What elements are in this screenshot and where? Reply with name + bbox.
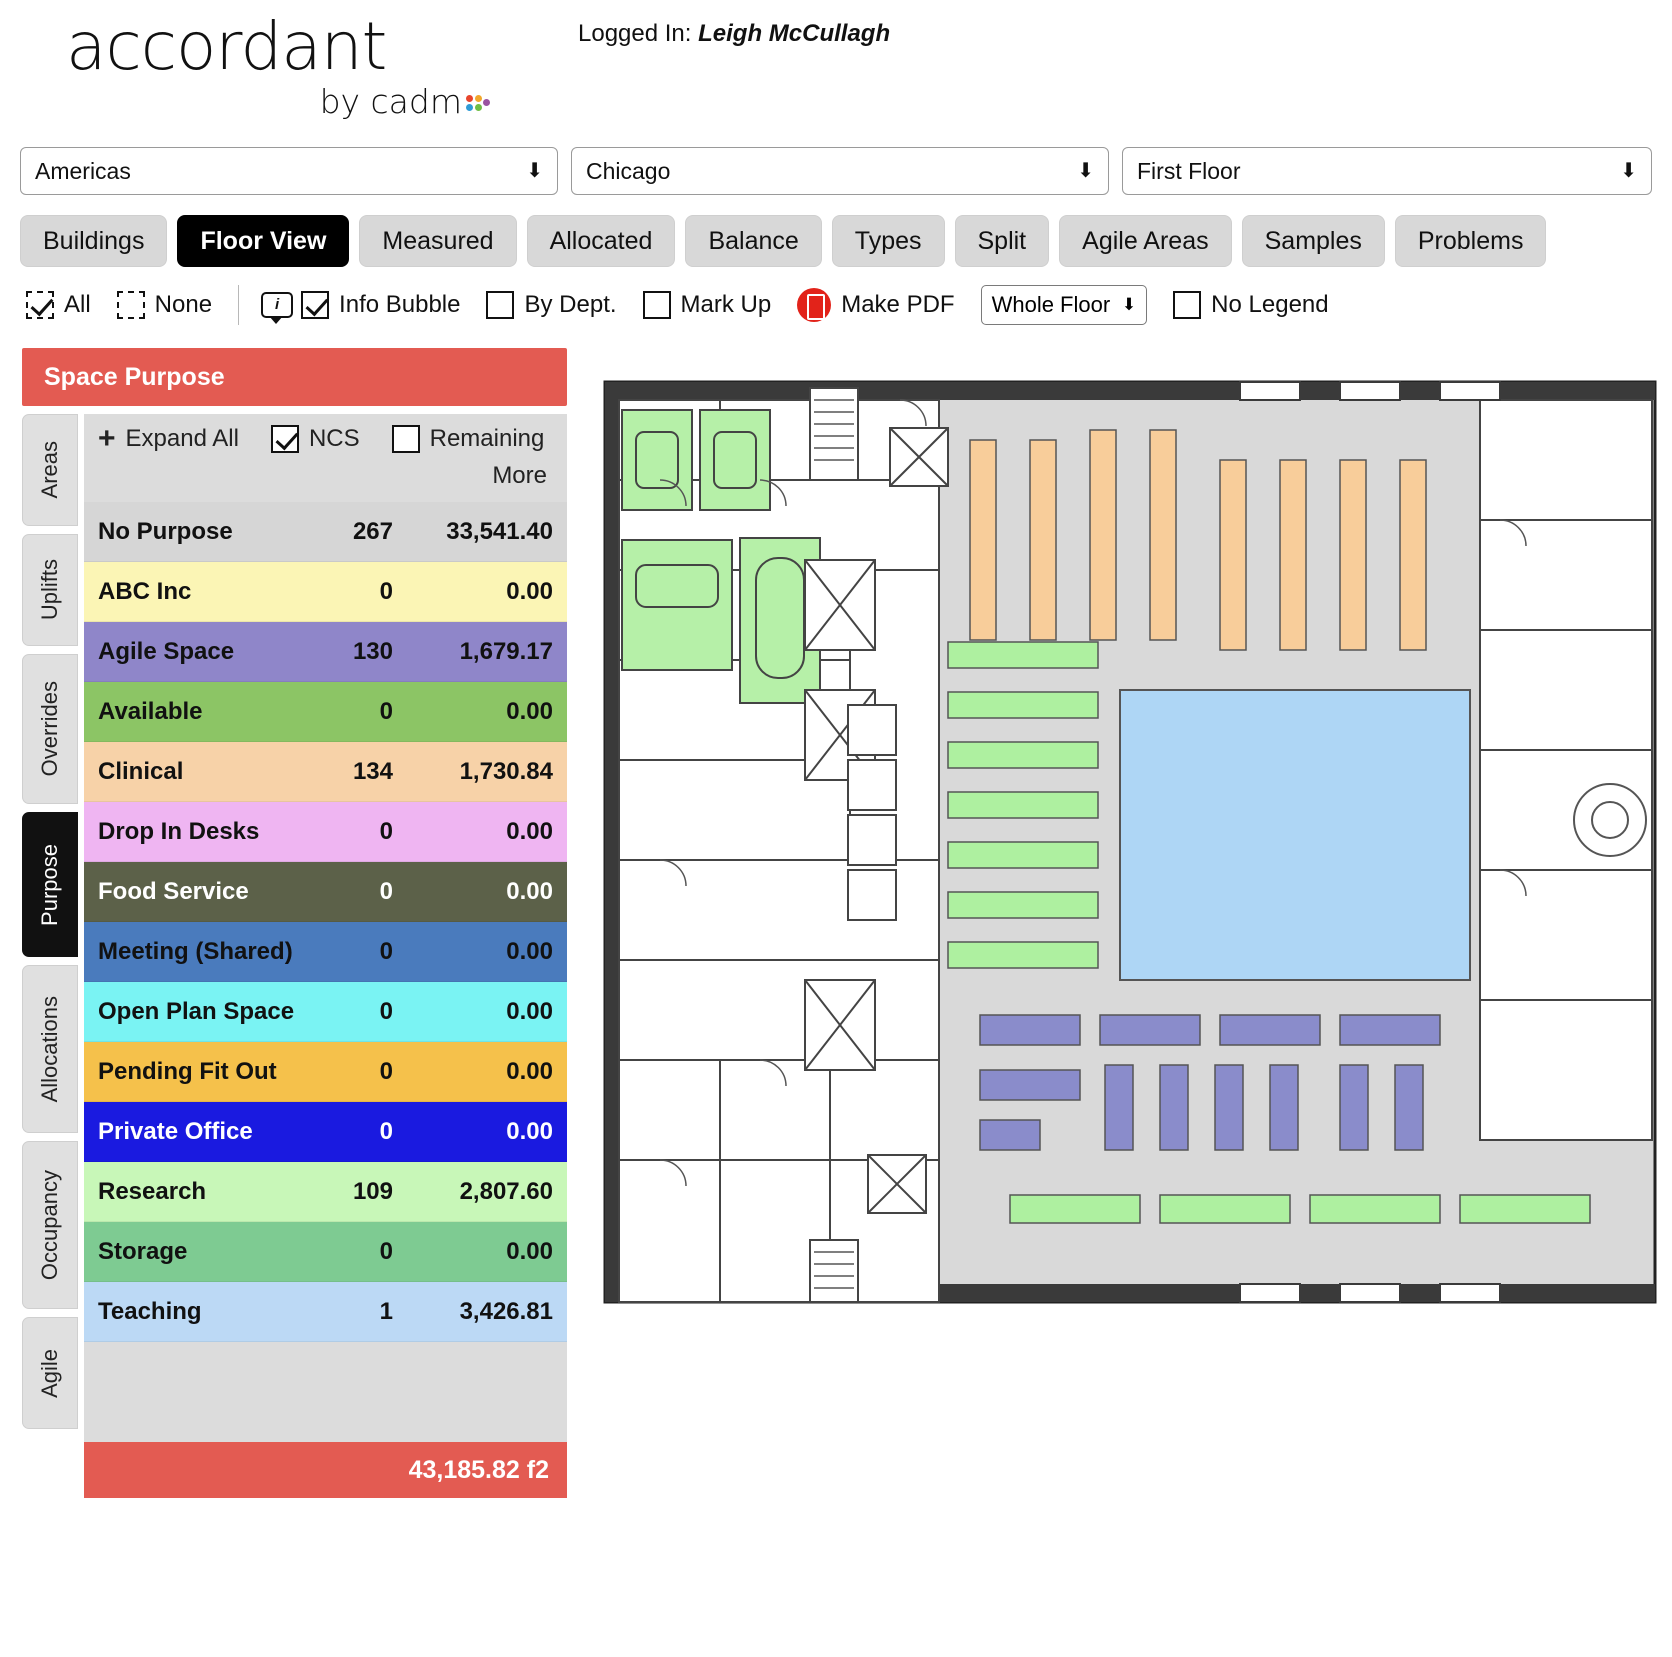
row-name: Teaching xyxy=(98,1297,202,1325)
sidebar-item-areas[interactable] xyxy=(22,414,78,526)
sidebar-item-uplifts[interactable] xyxy=(22,534,78,646)
row-name: Open Plan Space xyxy=(98,997,295,1025)
row-name: Agile Space xyxy=(98,637,235,665)
tab-label: Allocated xyxy=(549,226,653,255)
row-name: Meeting (Shared) xyxy=(98,937,293,965)
tab-agile-areas[interactable] xyxy=(1059,215,1231,267)
tab-balance[interactable] xyxy=(685,215,821,267)
scope-select-value: Whole Floor xyxy=(991,292,1111,317)
row-area: 0.00 xyxy=(506,697,553,725)
region-select-value: Americas xyxy=(35,158,131,184)
chevron-down-icon: ⬇ xyxy=(526,160,543,182)
sidebar-item-allocations[interactable] xyxy=(22,965,78,1133)
vtab-label: Occupancy xyxy=(37,1169,62,1281)
list-item[interactable] xyxy=(84,922,567,982)
row-count: 0 xyxy=(379,937,393,965)
row-area: 0.00 xyxy=(506,877,553,905)
vtab-label: Allocations xyxy=(37,995,62,1103)
list-item[interactable] xyxy=(84,1162,567,1222)
list-item[interactable] xyxy=(84,682,567,742)
mark-up-label: Mark Up xyxy=(680,291,772,318)
brand-name: accordant xyxy=(66,8,387,85)
checkbox-icon[interactable] xyxy=(117,291,145,319)
tab-buildings[interactable] xyxy=(20,215,167,267)
checkbox-icon[interactable] xyxy=(301,291,329,319)
checkbox-icon[interactable] xyxy=(271,425,299,453)
tab-problems[interactable] xyxy=(1395,215,1547,267)
building-select-value: Chicago xyxy=(586,158,671,184)
tab-label: Measured xyxy=(382,226,494,255)
tab-label: Types xyxy=(854,226,922,255)
remaining-toggle[interactable] xyxy=(392,425,545,453)
purpose-list xyxy=(84,414,567,1498)
cadm-dots-icon xyxy=(466,95,488,117)
brand-tagline-text: by cadm xyxy=(319,82,462,121)
tab-types[interactable] xyxy=(832,215,945,267)
list-empty-space xyxy=(84,1342,567,1442)
checkbox-icon[interactable] xyxy=(643,291,671,319)
tab-split[interactable] xyxy=(955,215,1050,267)
list-item[interactable] xyxy=(84,1042,567,1102)
tab-label: Balance xyxy=(708,226,799,255)
panel-vertical-tabs xyxy=(22,414,82,1437)
vtab-label: Purpose xyxy=(37,843,62,926)
checkbox-icon[interactable] xyxy=(26,291,54,319)
toolbar-divider xyxy=(238,285,239,325)
tab-floor-view[interactable] xyxy=(177,215,349,267)
row-count: 0 xyxy=(379,697,393,725)
sidebar-item-occupancy[interactable] xyxy=(22,1141,78,1309)
row-area: 1,730.84 xyxy=(459,757,553,785)
row-area: 0.00 xyxy=(506,577,553,605)
row-name: Food Service xyxy=(98,877,249,905)
row-area: 1,679.17 xyxy=(459,637,553,665)
by-dept-toggle[interactable] xyxy=(486,291,616,319)
tab-label: Split xyxy=(977,226,1027,255)
row-area: 0.00 xyxy=(506,937,553,965)
list-item[interactable] xyxy=(84,502,567,562)
list-item[interactable] xyxy=(84,1282,567,1342)
row-area: 0.00 xyxy=(506,1117,553,1145)
list-item[interactable] xyxy=(84,1222,567,1282)
no-legend-label: No Legend xyxy=(1211,291,1329,318)
info-bubble-icon: i xyxy=(261,292,293,318)
scope-select[interactable] xyxy=(981,285,1148,325)
logged-in-user: Leigh McCullagh xyxy=(698,20,891,47)
list-item[interactable] xyxy=(84,802,567,862)
row-name: ABC Inc xyxy=(98,577,192,605)
checkbox-icon[interactable] xyxy=(392,425,420,453)
row-area: 3,426.81 xyxy=(459,1297,553,1325)
row-name: Research xyxy=(98,1177,207,1205)
row-area: 0.00 xyxy=(506,1237,553,1265)
chevron-down-icon: ⬇ xyxy=(1077,160,1094,182)
row-name: Clinical xyxy=(98,757,184,785)
chevron-down-icon: ⬇ xyxy=(1620,160,1637,182)
expand-all-label[interactable]: Expand All xyxy=(125,425,239,452)
tab-label: Agile Areas xyxy=(1082,226,1209,255)
sidebar-item-agile[interactable] xyxy=(22,1317,78,1429)
ncs-toggle[interactable] xyxy=(271,425,360,453)
row-count: 0 xyxy=(379,997,393,1025)
logged-in-status xyxy=(578,20,890,48)
row-name: Drop In Desks xyxy=(98,817,260,845)
vtab-label: Uplifts xyxy=(37,559,62,621)
logged-in-label: Logged In: xyxy=(578,20,692,47)
info-bubble-label: Info Bubble xyxy=(339,291,461,318)
floor-plan-drawing xyxy=(600,360,1660,1390)
tab-samples[interactable] xyxy=(1242,215,1385,267)
floor-select[interactable] xyxy=(1122,147,1652,195)
row-count: 0 xyxy=(379,877,393,905)
vtab-label: Agile xyxy=(37,1348,62,1398)
row-count: 1 xyxy=(379,1297,393,1325)
row-area: 0.00 xyxy=(506,1057,553,1085)
by-dept-label: By Dept. xyxy=(524,291,617,318)
list-item[interactable] xyxy=(84,622,567,682)
brand-logo xyxy=(66,8,486,129)
building-select[interactable] xyxy=(571,147,1109,195)
tab-allocated[interactable] xyxy=(527,215,676,267)
sidebar-item-overrides[interactable] xyxy=(22,654,78,804)
checkbox-icon[interactable] xyxy=(486,291,514,319)
row-name: Storage xyxy=(98,1237,188,1265)
main-tabs xyxy=(20,215,1546,267)
vtab-label: Overrides xyxy=(37,681,62,777)
vtab-label: Areas xyxy=(37,441,62,499)
region-select[interactable] xyxy=(20,147,558,195)
tab-label: Buildings xyxy=(43,226,145,255)
row-area: 33,541.40 xyxy=(446,517,553,545)
row-area: 0.00 xyxy=(506,997,553,1025)
select-none-toggle[interactable] xyxy=(117,291,212,319)
remaining-label: Remaining xyxy=(429,425,545,452)
row-count: 0 xyxy=(379,1117,393,1145)
checkbox-icon[interactable] xyxy=(1173,291,1201,319)
tab-label: Samples xyxy=(1264,226,1362,255)
expand-all-icon[interactable]: + xyxy=(98,422,116,455)
purpose-list-header xyxy=(84,414,567,502)
pdf-icon xyxy=(797,288,831,322)
list-item[interactable] xyxy=(84,562,567,622)
sidebar-item-purpose[interactable] xyxy=(22,812,78,957)
row-count: 109 xyxy=(352,1177,393,1205)
row-area: 0.00 xyxy=(506,817,553,845)
ncs-label: NCS xyxy=(308,425,360,452)
scope-selectors xyxy=(20,147,1652,195)
floor-plan-canvas[interactable] xyxy=(600,360,1660,1390)
row-name: Pending Fit Out xyxy=(98,1057,277,1085)
row-count: 267 xyxy=(352,517,393,545)
select-none-label: None xyxy=(154,291,213,318)
row-count: 130 xyxy=(352,637,393,665)
info-bubble-toggle[interactable] xyxy=(261,291,460,319)
brand-tagline xyxy=(66,82,486,121)
tab-label: Floor View xyxy=(200,226,327,255)
row-count: 134 xyxy=(352,757,393,785)
mark-up-toggle[interactable] xyxy=(643,291,772,319)
list-item[interactable] xyxy=(84,742,567,802)
floor-select-value: First Floor xyxy=(1137,158,1241,184)
list-item[interactable] xyxy=(84,982,567,1042)
row-area: 2,807.60 xyxy=(459,1177,553,1205)
row-count: 0 xyxy=(379,1237,393,1265)
chevron-down-icon: ⬇ xyxy=(1121,295,1137,314)
select-all-toggle[interactable] xyxy=(26,291,91,319)
purpose-total: 43,185.82 f2 xyxy=(84,1442,567,1498)
tab-measured[interactable] xyxy=(359,215,516,267)
view-toolbar xyxy=(26,283,1355,327)
row-count: 0 xyxy=(379,577,393,605)
list-item[interactable] xyxy=(84,1102,567,1162)
no-legend-toggle[interactable] xyxy=(1173,291,1328,319)
row-name: No Purpose xyxy=(98,517,233,545)
row-count: 0 xyxy=(379,817,393,845)
row-name: Private Office xyxy=(98,1117,253,1145)
tab-label: Problems xyxy=(1417,226,1524,255)
row-count: 0 xyxy=(379,1057,393,1085)
more-link[interactable]: More xyxy=(492,462,547,489)
list-item[interactable] xyxy=(84,862,567,922)
panel-title: Space Purpose xyxy=(22,348,567,406)
row-name: Available xyxy=(98,697,203,725)
make-pdf-button[interactable] xyxy=(797,288,954,322)
select-all-label: All xyxy=(64,291,91,318)
make-pdf-label: Make PDF xyxy=(841,291,955,318)
